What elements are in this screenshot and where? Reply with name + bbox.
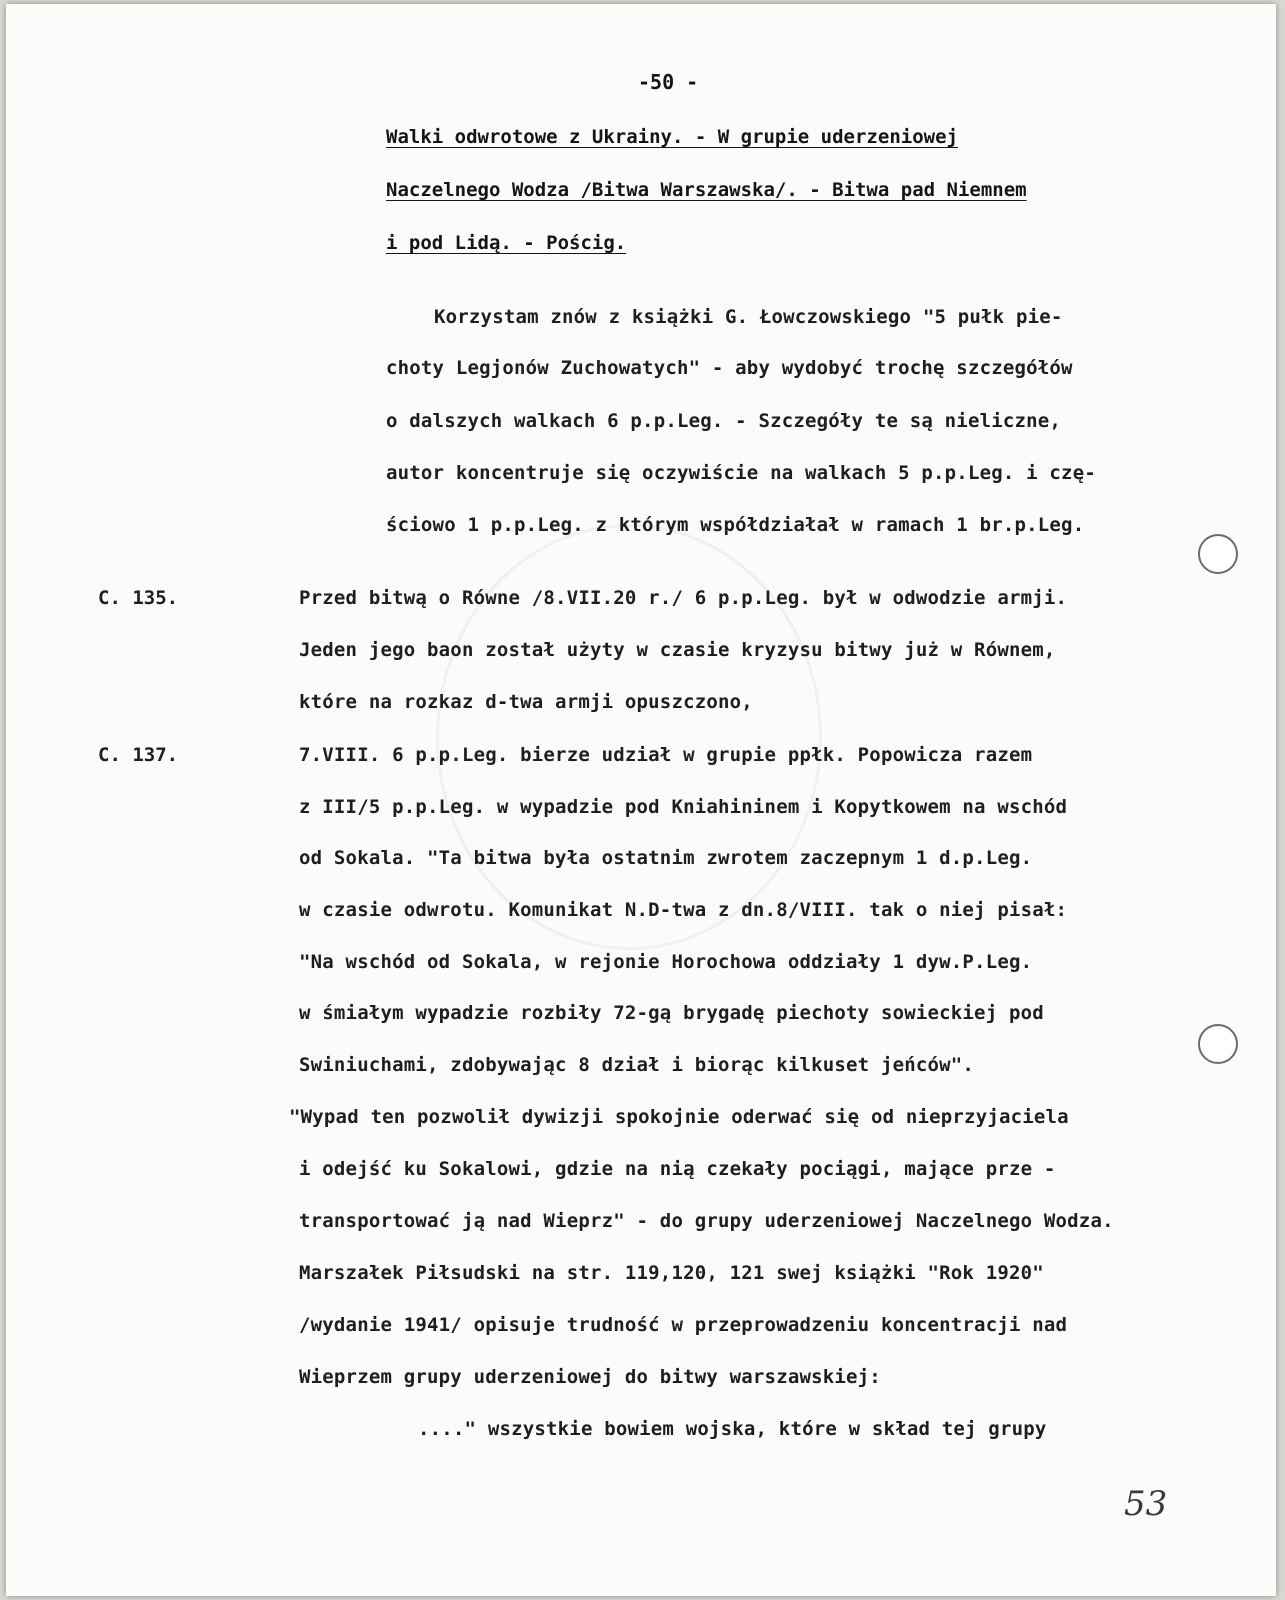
text-line: "Na wschód od Sokala, w rejonie Horochowa oddziały 1 dyw.P.Leg. (299, 951, 1033, 973)
text-line: choty Legjonów Zuchowatych" - aby wydobyć trochę szczegółów (386, 357, 1073, 379)
text-line: "Wypad ten pozwolił dywizji spokojnie oderwać się od nieprzyjaciela (289, 1106, 1069, 1128)
punch-hole (1198, 534, 1238, 574)
margin-reference: C. 135. (98, 587, 179, 609)
text-line: Korzystam znów z książki G. Łowczowskiego "5 pułk pie- (434, 306, 1063, 328)
text-line: które na rozkaz d-twa armji opuszczono, (299, 691, 753, 713)
margin-reference: C. 137. (98, 744, 179, 766)
document-page (6, 4, 1276, 1596)
text-line: Przed bitwą o Równe /8.VII.20 r./ 6 p.p.Leg. był w odwodzie armji. (299, 587, 1068, 609)
text-line: z III/5 p.p.Leg. w wypadzie pod Kniahininem i Kopytkowem na wschód (299, 796, 1068, 818)
text-line: Marszałek Piłsudski na str. 119,120, 121 swej książki "Rok 1920" (299, 1262, 1044, 1284)
title-line: i pod Lidą. - Pościg. (386, 232, 627, 254)
text-line: w czasie odwrotu. Komunikat N.D-twa z dn.8/VIII. tak o niej pisał: (299, 899, 1068, 921)
page-number: -50 - (638, 70, 699, 94)
text-line: ściowo 1 p.p.Leg. z którym współdziałał w ramach 1 br.p.Leg. (386, 514, 1085, 536)
text-line: od Sokala. "Ta bitwa była ostatnim zwrotem zaczepnym 1 d.p.Leg. (299, 847, 1033, 869)
text-line: 7.VIII. 6 p.p.Leg. bierze udział w grupie ppłk. Popowicza razem (299, 744, 1033, 766)
punch-hole (1198, 1024, 1238, 1064)
text-line: autor koncentruje się oczywiście na walkach 5 p.p.Leg. i czę- (386, 462, 1096, 484)
text-line: Swiniuchami, zdobywając 8 dział i biorąc kilkuset jeńców". (299, 1054, 975, 1076)
text-line: i odejść ku Sokalowi, gdzie na nią czekały pociągi, mające prze - (299, 1158, 1056, 1180)
text-line: /wydanie 1941/ opisuje trudność w przeprowadzeniu koncentracji nad (299, 1314, 1068, 1336)
text-line: ...." wszystkie bowiem wojska, które w skład tej grupy (418, 1418, 1047, 1440)
handwritten-page-number: 53 (1124, 1484, 1168, 1524)
text-line: Wieprzem grupy uderzeniowej do bitwy warszawskiej: (299, 1366, 881, 1388)
text-line: Jeden jego baon został użyty w czasie kryzysu bitwy już w Równem, (299, 639, 1056, 661)
text-line: w śmiałym wypadzie rozbiły 72-gą brygadę piechoty sowieckiej pod (299, 1002, 1044, 1024)
title-line: Naczelnego Wodza /Bitwa Warszawska/. - Bitwa pad Niemnem (386, 179, 1027, 201)
text-line: transportować ją nad Wieprz" - do grupy uderzeniowej Naczelnego Wodza. (299, 1210, 1114, 1232)
title-line: Walki odwrotowe z Ukrainy. - W grupie uderzeniowej (386, 126, 958, 148)
text-line: o dalszych walkach 6 p.p.Leg. - Szczegóły te są nieliczne, (386, 410, 1062, 432)
